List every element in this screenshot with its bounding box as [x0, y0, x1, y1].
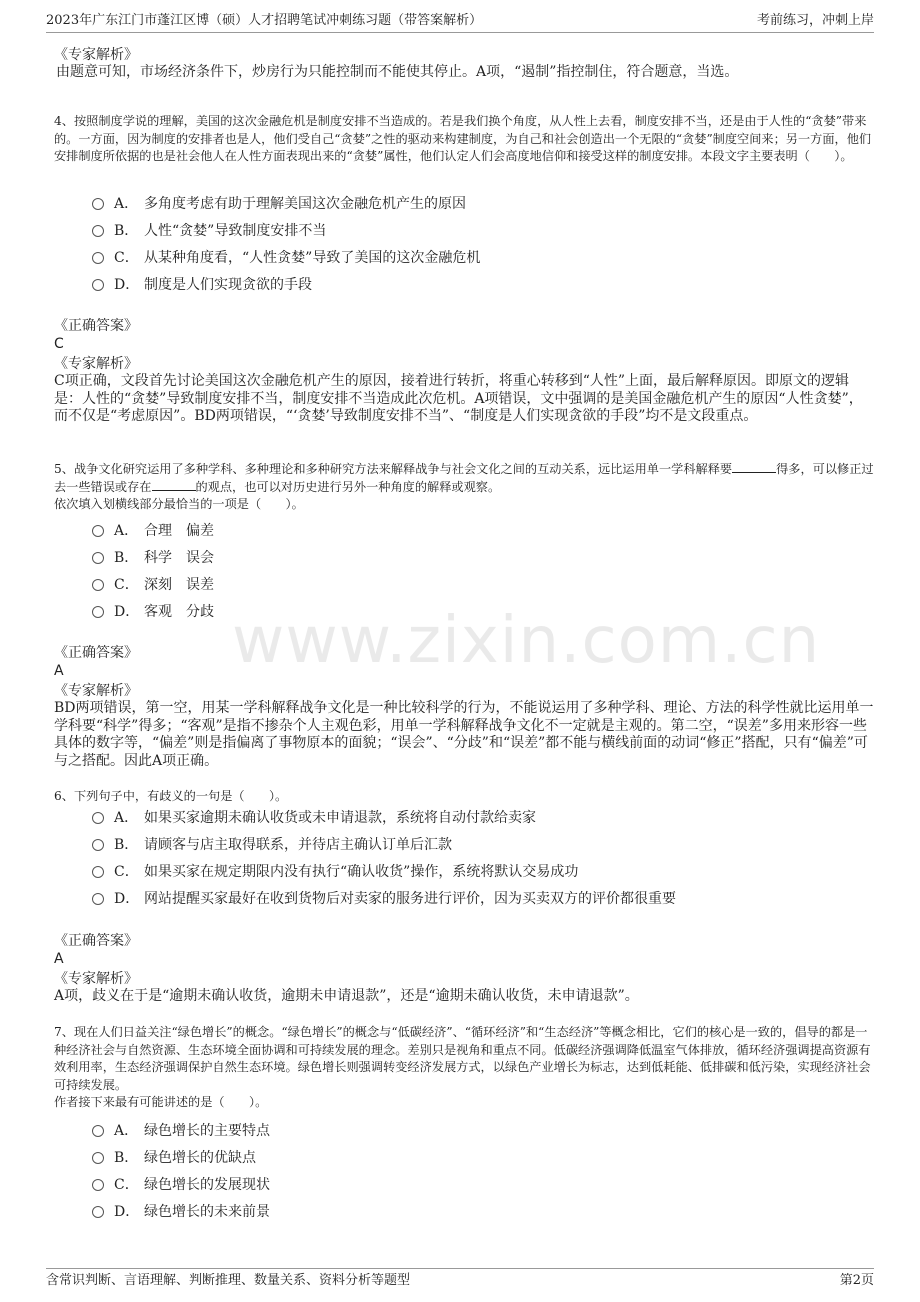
q5-option-c[interactable]: C． 深刻 误差	[92, 576, 214, 594]
q4-analysis: C项正确，文段首先讨论美国这次金融危机产生的原因，接着进行转折，将重心转移到“人性”上面，最后解释原因。即原文的逻辑是：人性的“贪婪”导致制度安排不当，制度安排不当造成此次危机。A项错误，文中强调的是美国金融危机产生的原因“人性贪婪”，而不仅是“考虑原因”。BD两项错误，“‘贪婪’导致制度安排不当”、“制度是人们实现贪欲的手段”均不是文段重点。	[54, 373, 863, 424]
radio-icon[interactable]	[92, 606, 104, 618]
fill-blank	[732, 461, 776, 473]
footer-topics: 含常识判断、言语理解、判断推理、数量关系、资料分析等题型	[46, 1273, 411, 1288]
q6-option-d[interactable]: D． 网站提醒买家最好在收到货物后对卖家的服务进行评价，因为买卖双方的评价都很重要	[92, 890, 676, 908]
page-header	[46, 10, 874, 33]
q7-option-b[interactable]: B． 绿色增长的优缺点	[92, 1149, 256, 1167]
radio-icon[interactable]	[92, 1152, 104, 1164]
radio-icon[interactable]	[92, 525, 104, 537]
fill-blank	[152, 479, 196, 491]
q6-option-a[interactable]: A． 如果买家逾期未确认收货或未申请退款，系统将自动付款给卖家	[92, 809, 536, 827]
q6-answer: A	[54, 951, 64, 967]
radio-icon[interactable]	[92, 552, 104, 564]
radio-icon[interactable]	[92, 839, 104, 851]
document-title: 2023年广东江门市蓬江区博（硕）人才招聘笔试冲刺练习题（带答案解析）	[46, 13, 483, 28]
q5-text: 5、战争文化研究运用了多种学科、多种理论和多种研究方法来解释战争与社会文化之间的互动关系，远比运用单一学科解释要 得多，可以修正过去一些错误或存在 的观点，也可以对历史进行另外一种角度的解释或观察。 依次填入划横线部分最恰当的一项是（ ）。	[54, 462, 874, 511]
analysis-label: 《专家解析》	[54, 47, 138, 63]
correct-answer-label: 《正确答案》	[54, 318, 138, 334]
q5-option-b[interactable]: B． 科学 误会	[92, 549, 214, 567]
watermark: www.zixin.com.cn	[232, 604, 821, 678]
q4-answer: C	[54, 336, 64, 352]
page-footer	[46, 1268, 874, 1291]
q5-answer: A	[54, 663, 64, 679]
radio-icon[interactable]	[92, 225, 104, 237]
q6-option-b[interactable]: B． 请顾客与店主取得联系，并待店主确认订单后汇款	[92, 836, 452, 854]
radio-icon[interactable]	[92, 866, 104, 878]
analysis-label: 《专家解析》	[54, 356, 138, 372]
q7-option-d[interactable]: D． 绿色增长的未来前景	[92, 1203, 270, 1221]
radio-icon[interactable]	[92, 893, 104, 905]
radio-icon[interactable]	[92, 279, 104, 291]
q5-option-d[interactable]: D． 客观 分歧	[92, 603, 214, 621]
radio-icon[interactable]	[92, 1125, 104, 1137]
q4-option-a[interactable]: A． 多角度考虑有助于理解美国这次金融危机产生的原因	[92, 195, 466, 213]
q4-option-d[interactable]: D． 制度是人们实现贪欲的手段	[92, 276, 312, 294]
q7-option-c[interactable]: C． 绿色增长的发展现状	[92, 1176, 270, 1194]
radio-icon[interactable]	[92, 1206, 104, 1218]
correct-answer-label: 《正确答案》	[54, 645, 138, 661]
radio-icon[interactable]	[92, 579, 104, 591]
radio-icon[interactable]	[92, 198, 104, 210]
radio-icon[interactable]	[92, 812, 104, 824]
q7-option-a[interactable]: A． 绿色增长的主要特点	[92, 1122, 270, 1140]
q3-analysis: 由题意可知，市场经济条件下，炒房行为只能控制而不能使其停止。A项，“遏制”指控制住，符合题意，当选。	[56, 64, 739, 80]
q6-text: 6、下列句子中，有歧义的一句是（ ）。	[54, 789, 288, 803]
correct-answer-label: 《正确答案》	[54, 933, 138, 949]
q7-text: 7、现在人们日益关注“绿色增长”的概念。“绿色增长”的概念与“低碳经济”、“循环经济”和“生态经济”等概念相比，它们的核心是一致的，倡导的都是一种经济社会与自然资源、生态环境全面协调和可持续发展的理念。差别只是视角和重点不同。低碳经济强调降低温室气体排放，循环经济强调提高资源有效利用率，生态经济强调保护自然生态环境。绿色增长则强调转变经济发展方式，以绿色产业增长为标志，达到低耗能、低排碳和低污染，实现经济社会可持续发展。 作者接下来最有可能讲述的是（ ）。	[54, 1025, 871, 1109]
analysis-label: 《专家解析》	[54, 683, 138, 699]
q4-option-b[interactable]: B． 人性“贪婪”导致制度安排不当	[92, 222, 326, 240]
header-slogan: 考前练习，冲刺上岸	[756, 13, 874, 28]
q5-analysis: BD两项错误，第一空，用某一学科解释战争文化是一种比较科学的行为，不能说运用了多种学科、理论、方法的科学性就比运用单一学科要“科学”得多；“客观”是指不掺杂个人主观色彩，用单一学科解释战争文化不一定就是主观的。第二空，“误差”多用来形容一些具体的数字等，“偏差”则是指偏离了事物原本的面貌；“误会”、“分歧”和“误差”都不能与横线前面的动词“修正”搭配，只有“偏差”可与之搭配。因此A项正确。	[54, 700, 874, 769]
page-number: 第2页	[839, 1273, 874, 1288]
analysis-label: 《专家解析》	[54, 971, 138, 987]
q4-option-c[interactable]: C． 从某种角度看，“人性贪婪”导致了美国的这次金融危机	[92, 249, 480, 267]
radio-icon[interactable]	[92, 252, 104, 264]
q6-analysis: A项，歧义在于是“逾期未确认收货，逾期未申请退款”，还是“逾期未确认收货，未申请退款”。	[54, 988, 639, 1004]
q6-option-c[interactable]: C． 如果买家在规定期限内没有执行“确认收货”操作，系统将默认交易成功	[92, 863, 578, 881]
q4-text: 4、按照制度学说的理解，美国的这次金融危机是制度安排不当造成的。若是我们换个角度，从人性上去看，制度安排不当，还是由于人性的“贪婪”带来的。一方面，因为制度的安排者也是人，他们受自己“贪婪”之性的驱动来构建制度，为自己和社会创造出一个无限的“贪婪”制度空间来；另一方面，他们安排制度所依据的也是社会他人在人性方面表现出来的“贪婪”属性，他们认定人们会高度地信仰和接受这样的制度安排。本段文字主要表明（ ）。	[54, 114, 872, 163]
radio-icon[interactable]	[92, 1179, 104, 1191]
q5-option-a[interactable]: A． 合理 偏差	[92, 522, 214, 540]
